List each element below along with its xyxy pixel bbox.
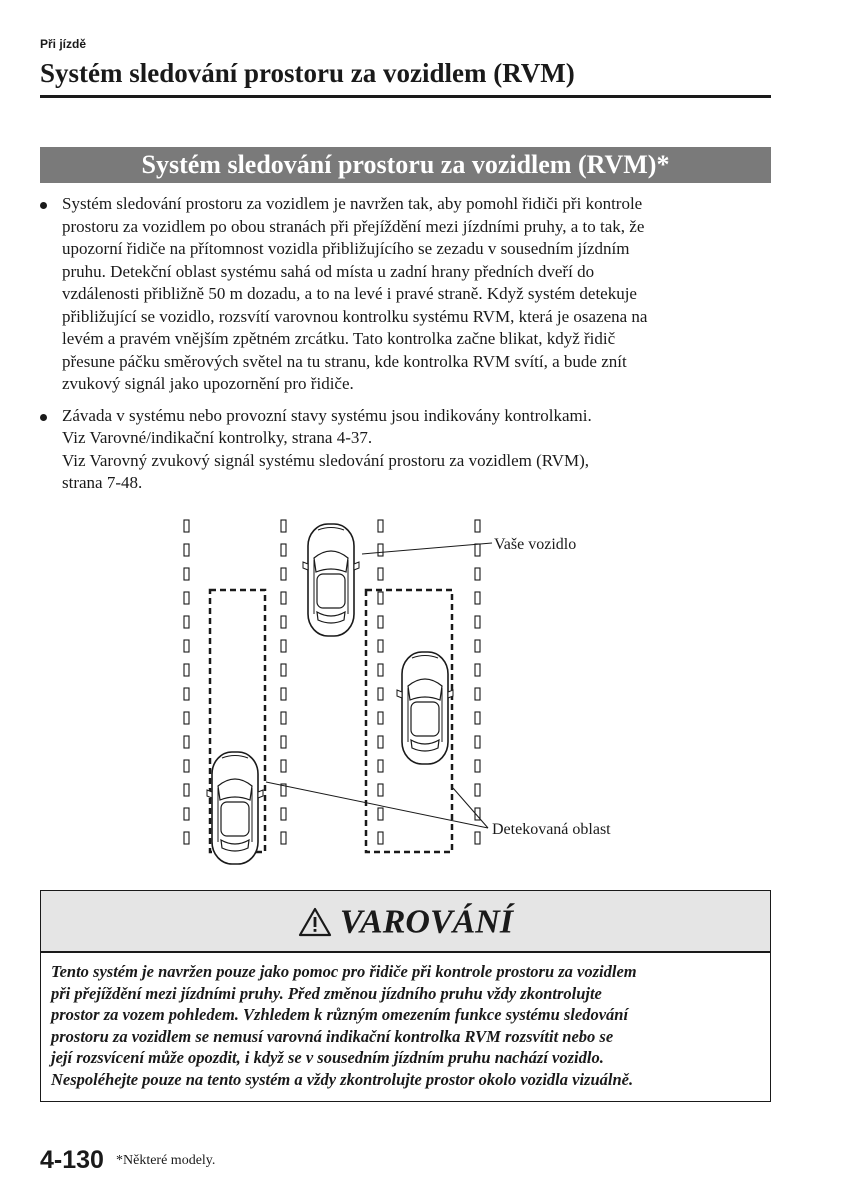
warning-text xyxy=(41,953,770,1090)
warning-line: při přejíždění mezi jízdními pruhy. Před změnou jízdního pruhu vždy zkontrolujte xyxy=(51,983,602,1003)
warning-line: Tento systém je navržen pouze jako pomoc pro řidiče při kontrole prostoru za vozidlem xyxy=(51,962,637,981)
text-line: upozorní řidiče na přítomnost vozidla přibližujícího se zezadu v sousedním jízdním xyxy=(62,239,630,258)
warning-line: její rozsvícení může opozdit, i když se v sousedním jízdním pruhu nachází vozidlo. xyxy=(51,1048,604,1067)
title-rule xyxy=(40,95,771,98)
bullet-item-references xyxy=(38,405,771,495)
warning-header xyxy=(41,891,770,953)
adjacent-vehicle-right-car xyxy=(397,652,453,764)
bullet-icon xyxy=(40,202,47,209)
text-line: levém a pravém vnějším zpětném zrcátku. Tato kontrolka začne blikat, když řidič xyxy=(62,329,616,348)
text-line: vzdálenosti přibližně 50 m dozadu, a to na levé i pravé straně. Když systém detekuje xyxy=(62,284,637,303)
text-line: zvukový signál jako upozornění pro řidiče. xyxy=(62,374,354,393)
approaching-vehicle-left-car xyxy=(207,752,263,864)
warning-line: prostor za vozem pohledem. Vzhledem k různým omezením funkce systému sledování xyxy=(51,1005,629,1024)
warning-line: Nespoléhejte pouze na tento systém a vždy zkontrolujte prostor okolo vozidla vizuálně. xyxy=(51,1069,634,1089)
text-line: pruhu. Detekční oblast systému sahá od místa u zadní hrany předních dveří do xyxy=(62,261,595,281)
section-label: Při jízdě xyxy=(40,37,87,51)
your-vehicle-car xyxy=(303,524,359,636)
text-line: Závada v systému nebo provozní stavy systému jsou indikovány kontrolkami. xyxy=(62,405,592,425)
section-banner: Systém sledování prostoru za vozidlem (RVM)* xyxy=(40,147,771,183)
text-line: přibližující se vozidlo, rozsvítí varovnou kontrolku systému RVM, která je osazena na xyxy=(62,306,648,326)
label-detection-area: Detekovaná oblast xyxy=(492,821,611,838)
footnote: *Některé modely. xyxy=(116,1153,216,1168)
page-title: Systém sledování prostoru za vozidlem (RVM) xyxy=(40,58,575,88)
warning-box xyxy=(40,890,771,1102)
label-your-vehicle: Vaše vozidlo xyxy=(494,536,577,553)
bullet-list xyxy=(38,193,771,495)
rvm-diagram xyxy=(170,510,650,870)
text-line: strana 7-48. xyxy=(62,473,143,492)
callout-line-detection-left xyxy=(266,782,488,828)
text-line: Systém sledování prostoru za vozidlem je navržen tak, aby pomohl řidiči při kontrole xyxy=(62,194,643,213)
warning-triangle-icon xyxy=(298,907,332,937)
text-line: Viz Varovný zvukový signál systému sledování prostoru za vozidlem (RVM), xyxy=(62,450,590,470)
text-line: Viz Varovné/indikační kontrolky, strana 4-37. xyxy=(62,428,373,447)
text-line: přesune páčku směrových světel na tu stranu, kde kontrolka RVM svítí, a bude znít xyxy=(62,351,627,371)
bullet-item-description xyxy=(38,193,771,396)
page-number: 4-130 xyxy=(40,1146,104,1174)
warning-line: prostoru za vozidlem se nemusí varovná indikační kontrolka RVM rozsvítit nebo se xyxy=(51,1026,614,1046)
warning-title: VAROVÁNÍ xyxy=(339,903,514,941)
text-line: prostoru za vozidlem po obou stranách při přejíždění mezi jízdními pruhy, a to tak, že xyxy=(62,216,645,236)
bullet-icon xyxy=(40,414,47,421)
